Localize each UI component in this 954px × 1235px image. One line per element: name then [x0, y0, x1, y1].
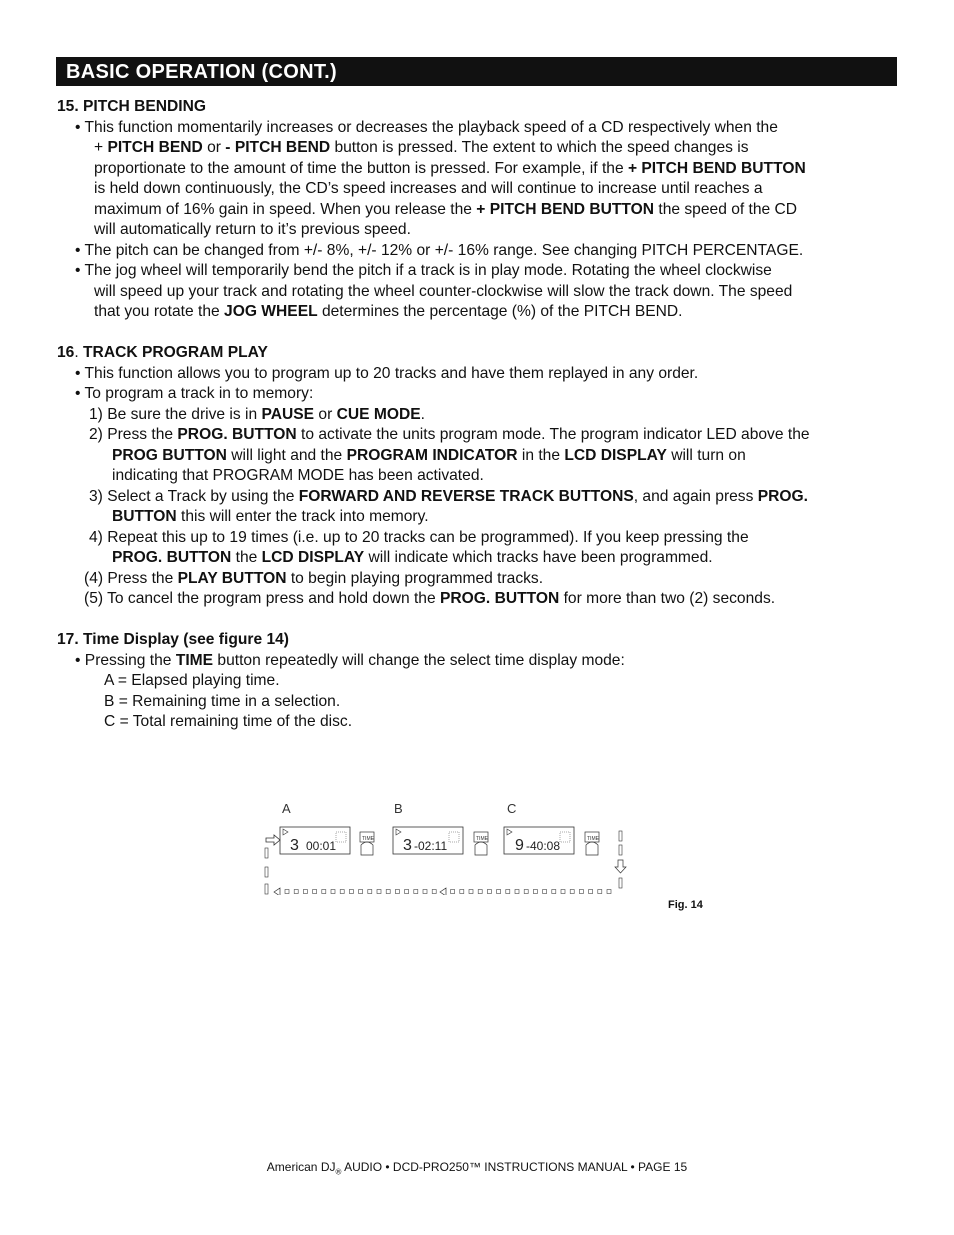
s15-bullet3-line3: that you rotate the JOG WHEEL determines the percentage (%) of the PITCH BEND.	[94, 303, 683, 320]
figure-label-c: C	[507, 801, 517, 816]
s16-bullet1: • This function allows you to program up to 20 tracks and have them replayed in any order.	[75, 364, 699, 382]
s17-mode-a: A = Elapsed playing time.	[104, 672, 280, 689]
page-footer: American $DJ_®$ AUDIO • DCD-PRO250™ INSTRUCTIONS MANUAL • PAGE 15	[266, 1160, 688, 1177]
dot-marker	[607, 890, 611, 894]
dot-marker	[451, 890, 455, 894]
dot-marker	[432, 890, 436, 894]
s15-bullet1-line5: maximum of 16% gain in speed. When you release the + PITCH BEND BUTTON the speed of the CD	[94, 200, 798, 218]
left-arrow-icon	[440, 888, 446, 895]
section-17-title: 17. Time Display (see figure 14)	[57, 631, 289, 648]
s16-step6: (5) To cancel the program press and hold down the PROG. BUTTON for more than two (2) seconds.	[84, 590, 776, 607]
lcd-display-a	[280, 827, 350, 854]
s17-mode-c: C = Total remaining time of the disc.	[104, 713, 353, 730]
figure-label-a: A	[282, 801, 291, 816]
time-display-figure	[262, 795, 637, 895]
dot-marker	[405, 890, 409, 894]
left-arrow-icon	[274, 888, 280, 895]
section-16-title: 16. TRACK PROGRAM PLAY	[57, 344, 268, 361]
s16-step5: (4) Press the PLAY BUTTON to begin playing programmed tracks.	[84, 569, 544, 587]
dot-marker	[579, 890, 583, 894]
dot-marker	[322, 890, 326, 894]
dot-marker	[497, 890, 501, 894]
dot-marker	[533, 890, 537, 894]
dot-marker	[414, 890, 418, 894]
dot-marker	[331, 890, 335, 894]
figure-label-b: B	[394, 801, 403, 816]
s16-step1: 1) Be sure the drive is in PAUSE or CUE MODE.	[89, 405, 425, 423]
lcd-c-track: 9	[515, 837, 524, 854]
time-button-c	[585, 832, 600, 855]
section-header-title: BASIC OPERATION (CONT.)	[66, 61, 337, 83]
dot-marker	[368, 890, 372, 894]
dot-marker	[524, 890, 528, 894]
dot-marker	[598, 890, 602, 894]
s15-bullet2: • The pitch can be changed from +/- 8%, +/- 12% or +/- 16% range. See changing PITCH PERCENTAGE.	[75, 241, 804, 259]
time-button-b-label: TIME	[476, 836, 488, 842]
lcd-b-track: 3	[403, 837, 412, 854]
dot-marker	[386, 890, 390, 894]
s17-mode-b: B = Remaining time in a selection.	[104, 692, 341, 710]
s15-bullet1-line6: will automatically return to it’s previous speed.	[94, 221, 411, 238]
dot-marker	[487, 890, 491, 894]
lcd-c-time: -40:08	[526, 839, 561, 853]
dot-marker	[570, 890, 574, 894]
dot-marker	[377, 890, 381, 894]
s16-step2-line1: 2) Press the PROG. BUTTON to activate the units program mode. The program indicator LED above the	[89, 426, 810, 443]
dot-marker	[478, 890, 482, 894]
s15-bullet3-line1: • The jog wheel will temporarily bend the pitch if a track is in play mode. Rotating the wheel clockwise	[75, 262, 772, 279]
right-arrow-icon	[266, 835, 280, 845]
s16-step4-line2: PROG. BUTTON the LCD DISPLAY will indicate which tracks have been programmed.	[112, 549, 713, 566]
s15-bullet3-line2: will speed up your track and rotating the wheel counter-clockwise will slow the track down. The speed	[94, 282, 793, 300]
lcd-display-c	[504, 827, 574, 854]
down-arrow-icon	[615, 860, 626, 873]
time-button-a	[360, 832, 375, 855]
time-button-b	[474, 832, 489, 855]
lcd-b-time: -02:11	[414, 839, 448, 853]
s16-step3-line2: BUTTON this will enter the track into memory.	[112, 508, 429, 525]
s16-step3-line1: 3) Select a Track by using the FORWARD AND REVERSE TRACK BUTTONS, and again press PROG.	[89, 487, 808, 505]
time-button-a-label: TIME	[362, 836, 374, 842]
s16-step2-line3: indicating that PROGRAM MODE has been activated.	[112, 467, 484, 484]
s15-bullet1-line1: • This function momentarily increases or decreases the playback speed of a CD respectively when the	[75, 118, 778, 136]
dot-marker	[506, 890, 510, 894]
dot-marker	[285, 890, 289, 894]
section-15-title: 15. PITCH BENDING	[57, 98, 207, 115]
lcd-a-track: 3	[290, 837, 299, 854]
dot-marker	[294, 890, 298, 894]
section-header-bar	[56, 57, 897, 86]
dot-marker	[340, 890, 344, 894]
s17-bullet1: • Pressing the TIME button repeatedly will change the select time display mode:	[75, 651, 625, 669]
dot-marker	[313, 890, 317, 894]
dot-marker	[423, 890, 427, 894]
dot-marker	[561, 890, 565, 894]
s16-bullet2: • To program a track in to memory:	[75, 385, 314, 402]
dot-marker	[460, 890, 464, 894]
dot-marker	[349, 890, 353, 894]
return-path-dots	[285, 890, 611, 894]
dot-marker	[552, 890, 556, 894]
dot-marker	[395, 890, 399, 894]
dot-marker	[543, 890, 547, 894]
figure-caption: Fig. 14	[668, 899, 703, 911]
s16-step4-line1: 4) Repeat this up to 19 times (i.e. up to 20 tracks can be programmed). If you keep pressing the	[89, 528, 749, 546]
dot-marker	[589, 890, 593, 894]
s15-bullet1-line3: proportionate to the amount of time the button is pressed. For example, if the + PITCH BEND BUTTON	[94, 159, 806, 177]
s15-bullet1-line2: + PITCH BEND or - PITCH BEND button is pressed. The extent to which the speed changes is	[94, 139, 749, 156]
s16-step2-line2: PROG BUTTON will light and the PROGRAM INDICATOR in the LCD DISPLAY will turn on	[112, 446, 746, 464]
dot-marker	[469, 890, 473, 894]
manual-body	[57, 97, 897, 733]
s15-bullet1-line4: is held down continuously, the CD’s speed increases and will continue to increase until reaches a	[94, 180, 763, 197]
dot-marker	[303, 890, 307, 894]
dot-marker	[515, 890, 519, 894]
lcd-display-b	[393, 827, 463, 854]
time-button-c-label: TIME	[587, 836, 599, 842]
dot-marker	[359, 890, 363, 894]
lcd-a-time: 00:01	[306, 839, 337, 853]
